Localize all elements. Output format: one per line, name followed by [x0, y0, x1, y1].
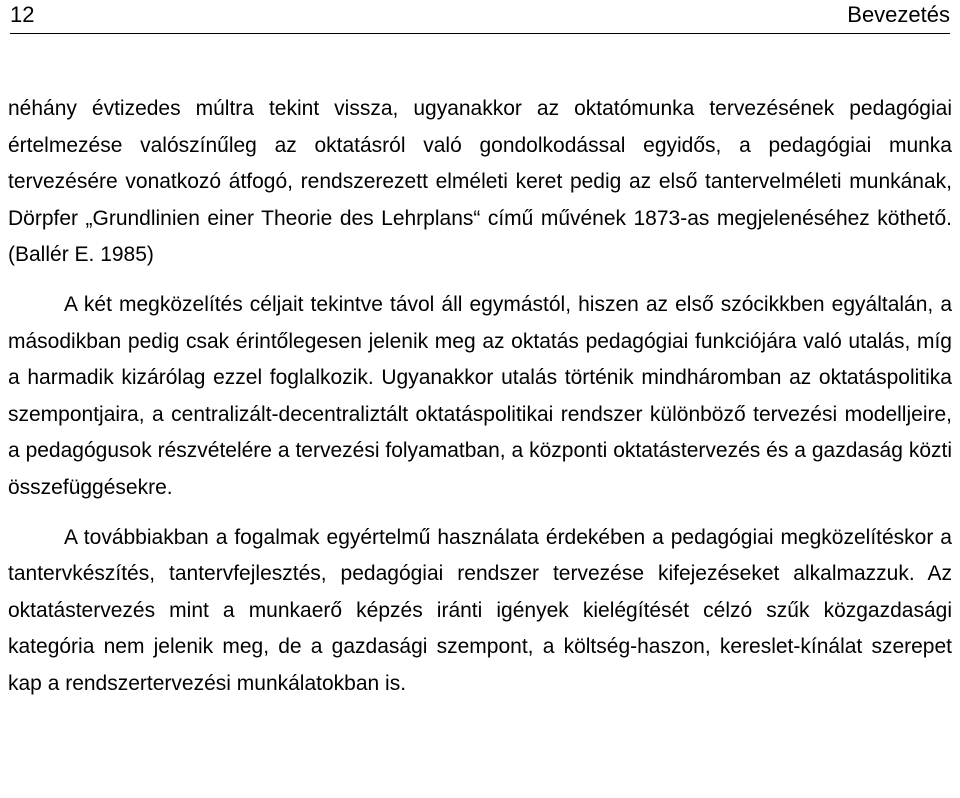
body-text	[8, 91, 952, 703]
running-title: Bevezetés	[847, 2, 950, 27]
page-header	[10, 0, 950, 34]
paragraph-approaches: A két megközelítés céljait tekintve távol áll egymástól, hiszen az első szócikkben egyáltalán, a másodikban pedig csak érintőlegesen jelenik meg az oktatás pedagógiai funkciójára való utalás, míg a harmadik kizárólag ezzel foglalkozik. Ugyanakkor utalás történik mindháromban az oktatáspolitika szempontjaira, a centralizált-decentraliztált oktatáspolitikai rendszer különböző tervezési modelljeire, a pedagógusok részvételére a tervezési folyamatban, a központi oktatástervezés és a gazdaság közti összefüggésekre.	[8, 292, 952, 499]
page-number: 12	[10, 2, 35, 27]
paragraph-continuation: néhány évtizedes múltra tekint vissza, ugyanakkor az oktatómunka tervezésének pedagógiai értelmezése valószínűleg az oktatásról való gondolkodással egyidős, a pedagógiai munka tervezésére vonatkozó átfogó, rendszerezett elméleti keret pedig az első tantervelméleti munkának, Dörpfer „Grundlinien einer Theorie des Lehrplans“ című művének 1873-as megjelenéséhez köthető. (Ballér E. 1985)	[8, 97, 952, 267]
paragraph-terminology: A továbbiakban a fogalmak egyértelmű használata érdekében a pedagógiai megközelítéskor a tantervkészítés, tantervfejlesztés, pedagógiai rendszer tervezése kifejezéseket alkalmazzuk. Az oktatástervezés mint a munkaerő képzés iránti igények kielégítését célzó szűk közgazdasági kategória nem jelenik meg, de a gazdasági szempont, a költség-haszon, kereslet-kínálat szerepet kap a rendszertervezési munkálatokban is.	[8, 525, 952, 695]
